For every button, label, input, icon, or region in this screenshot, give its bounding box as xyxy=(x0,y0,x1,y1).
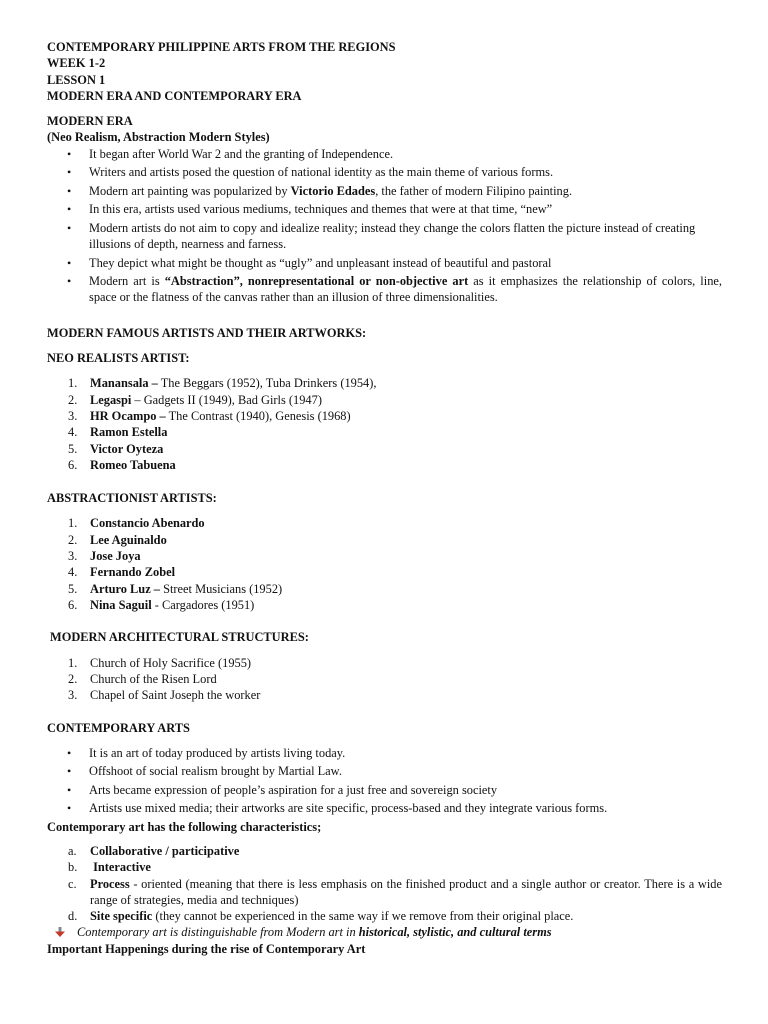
list-item: • In this era, artists used various mediums, techniques and themes that were at that time, “new” xyxy=(67,202,553,217)
list-item: d. Site specific (they cannot be experienced in the same way if we remove from their original place. xyxy=(68,909,574,924)
bullet-icon: • xyxy=(67,273,72,288)
list-item: • Modern artists do not aim to copy and idealize reality; instead they change the colors flatten the picture instead of creating illusions of depth, nearness and farness. xyxy=(67,220,696,252)
bullet-icon: • xyxy=(67,801,72,816)
document-page xyxy=(47,39,722,957)
lesson-title: MODERN ERA AND CONTEMPORARY ERA xyxy=(47,88,302,103)
architecture-heading: MODERN ARCHITECTURAL STRUCTURES: xyxy=(50,630,309,645)
contemporary-bullets xyxy=(47,745,722,817)
list-item: 4. Ramon Estella xyxy=(68,425,168,440)
list-item: • Modern art is “Abstraction”, nonrepresentational or non-objective art as it emphasizes the relationship of colors, line, space or the flatness of the canvas rather than an illusion of three dimensionalities. xyxy=(67,273,722,305)
list-item: b. Interactive xyxy=(68,860,151,875)
document-title: CONTEMPORARY PHILIPPINE ARTS FROM THE REGIONS xyxy=(47,40,396,54)
list-item: 3. HR Ocampo – The Contrast (1940), Genesis (1968) xyxy=(68,408,351,423)
bullet-icon: • xyxy=(67,255,72,270)
list-item: 1. Manansala – The Beggars (1952), Tuba Drinkers (1954), xyxy=(68,376,377,391)
list-item: 3. Chapel of Saint Joseph the worker xyxy=(68,688,261,703)
list-item: • Artists use mixed media; their artworks are site specific, process-based and they integrate various forms. xyxy=(67,801,608,816)
important-happenings-heading: Important Happenings during the rise of Contemporary Art xyxy=(47,941,366,956)
list-item: 5. Victor Oyteza xyxy=(68,441,164,456)
arrow-down-icon xyxy=(55,927,65,937)
list-item: 2. Lee Aguinaldo xyxy=(68,532,167,547)
modern-era-heading: MODERN ERA xyxy=(47,114,133,129)
list-item: 6. Romeo Tabuena xyxy=(68,457,176,472)
week-label: WEEK 1-2 xyxy=(47,56,106,71)
list-item: • Writers and artists posed the question of national identity as the main theme of various forms. xyxy=(67,165,554,180)
bullet-icon: • xyxy=(67,220,72,235)
contemporary-arts-heading: CONTEMPORARY ARTS xyxy=(47,721,190,736)
list-item: • They depict what might be thought as “ugly” and unpleasant instead of beautiful and pastoral xyxy=(67,255,552,270)
list-item: • Arts became expression of people’s aspiration for a just free and sovereign society xyxy=(67,782,498,797)
bullet-icon: • xyxy=(67,146,72,161)
list-item: • Modern art painting was popularized by Victorio Edades, the father of modern Filipino painting. xyxy=(67,183,573,198)
list-item: 3. Jose Joya xyxy=(68,549,141,564)
list-item: • It began after World War 2 and the granting of Independence. xyxy=(67,146,394,161)
contemporary-note: Contemporary art is distinguishable from Modern art in historical, stylistic, and cultural terms xyxy=(47,924,722,940)
modern-era-bullets xyxy=(47,146,722,306)
list-item: 1. Church of Holy Sacrifice (1955) xyxy=(68,655,252,670)
bullet-icon: • xyxy=(67,165,72,180)
lesson-label: LESSON 1 xyxy=(47,72,106,87)
list-item: • Offshoot of social realism brought by Martial Law. xyxy=(67,764,342,779)
bullet-icon: • xyxy=(67,202,72,217)
bullet-icon: • xyxy=(67,183,72,198)
neo-realists-heading: NEO REALISTS ARTIST: xyxy=(47,351,190,366)
modern-era-subtitle: (Neo Realism, Abstraction Modern Styles) xyxy=(47,130,270,145)
architecture-list xyxy=(47,655,722,704)
characteristics-list xyxy=(47,843,722,924)
abstractionist-heading: ABSTRACTIONIST ARTISTS: xyxy=(47,491,217,506)
characteristics-heading: Contemporary art has the following characteristics; xyxy=(47,819,322,834)
list-item: a. Collaborative / participative xyxy=(68,843,240,858)
list-item: 6. Nina Saguil - Cargadores (1951) xyxy=(68,597,255,612)
list-item: 5. Arturo Luz – Street Musicians (1952) xyxy=(68,581,283,596)
list-item: c. Process - oriented (meaning that there is less emphasis on the finished product and a single author or creator. There is a wide range of strategies, media and techniques) xyxy=(68,876,722,907)
list-item: • It is an art of today produced by artists living today. xyxy=(67,745,346,760)
list-item: 2. Church of the Risen Lord xyxy=(68,671,217,686)
famous-artists-heading: MODERN FAMOUS ARTISTS AND THEIR ARTWORKS: xyxy=(47,325,367,340)
bullet-icon: • xyxy=(67,745,72,760)
bullet-icon: • xyxy=(67,764,72,779)
list-item: 2. Legaspi – Gadgets II (1949), Bad Girls (1947) xyxy=(68,392,322,407)
list-item: 1. Constancio Abenardo xyxy=(68,516,205,531)
list-item: 4. Fernando Zobel xyxy=(68,565,176,580)
abstractionist-list xyxy=(47,515,722,613)
bullet-icon: • xyxy=(67,782,72,797)
neo-realists-list xyxy=(47,375,722,473)
